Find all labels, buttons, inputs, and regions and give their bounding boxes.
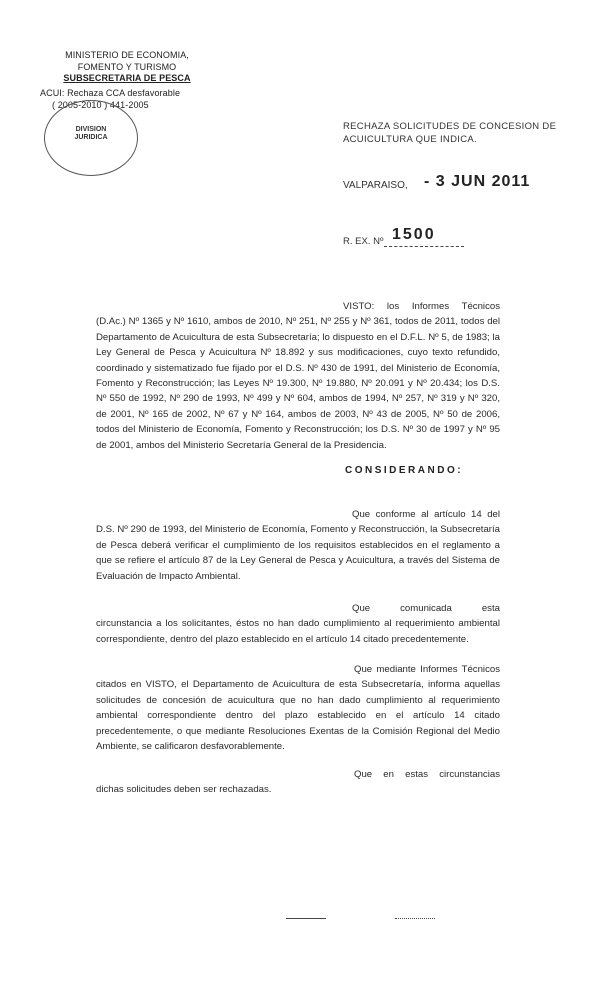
ministry-name: MINISTERIO DE ECONOMIA,	[65, 50, 189, 60]
stamp-line-1: DIVISION	[75, 126, 107, 133]
stamp-text	[70, 126, 112, 142]
resolution-label: R. EX. Nº	[343, 236, 384, 247]
considerando-2: Que comunicada esta circunstancia a los solicitantes, éstos no han dado cumplimiento al requerimiento ambiental correspondiente, dentro del plazo establecido en el artículo 14 citado precedentemente.	[96, 603, 500, 645]
stamp-line-2: JURIDICA	[74, 134, 108, 141]
reference-line-2: ( 2005-2010 ) 441-2005	[52, 99, 149, 110]
reference-line-1: ACUI: Rechaza CCA desfavorable	[40, 88, 181, 98]
considerando-1: Que conforme al artículo 14 del D.S. Nº 290 de 1993, del Ministerio de Economía, Fomento y Reconstrucción, la Subsecretaría de Pesca deberá verificar el cumplimiento de los requisitos establecidos en el reglamento a que se refiere el artículo 87 de la Ley General de Pesca y Acuicultura, a través del Sistema de Evaluación de Impacto Ambiental.	[96, 509, 500, 582]
considerando-3: Que mediante Informes Técnicos citados en VISTO, el Departamento de Acuicultura de esta Subsecretaría, informa aquellas solicitudes de concesión de acuicultura que no han dado cumplimiento al requerimiento ambiental correspondiente dentro del plazo establecido en el artículo 14 citado precedentemente, o que mediante Resoluciones Exentas de la Comisión Regional del Medio Ambiente, se calificaron desfavorablemente.	[96, 664, 500, 753]
resolution-underline	[384, 246, 464, 247]
visto-paragraph: VISTO: los Informes Técnicos (D.Ac.) Nº 1365 y Nº 1610, ambos de 2010, Nº 251, Nº 255 y Nº 361, todos de 2011, todos del Departamento de Acuicultura de esta Subsecretaría; lo dispuesto en el D.F.L. Nº 5, de 1983; la Ley General de Pesca y Acuicultura Nº 18.892 y sus modificaciones, cuyo texto refundido, coordinado y sistematizado fue fijado por el D.S. Nº 430 de 1991, del Ministerio de Economía, Fomento y Reconstrucción; las Leyes Nº 19.300, Nº 19.880, Nº 20.091 y Nº 20.434; los D.S. Nº 550 de 1992, Nº 290 de 1993, Nº 499 y Nº 604, ambos de 1994, Nº 257, Nº 319 y Nº 320, de 2001, Nº 165 de 2002, Nº 67 y Nº 164, ambos de 2003, Nº 43 de 2005, Nº 50 de 2006, todos del Ministerio de Economía, Fomento y Reconstrucción; los D.S. Nº 30 de 1997 y Nº 95 de 2001, ambos del Ministerio Secretaría General de la Presidencia.	[96, 301, 500, 451]
ministry-name-2: FOMENTO Y TURISMO	[77, 61, 177, 72]
signature-mark-right	[395, 918, 435, 919]
signature-mark-left	[286, 918, 326, 919]
subject-block	[343, 120, 583, 146]
ministry-header	[52, 50, 202, 85]
subsecretaria-name: SUBSECRETARIA DE PESCA	[63, 73, 191, 83]
dateline-city: VALPARAISO,	[343, 180, 408, 191]
date-stamp: - 3 JUN 2011	[424, 173, 531, 190]
subject-line-2: ACUICULTURA QUE INDICA.	[343, 134, 477, 145]
considerando-4: Que en estas circunstancias dichas solicitudes deben ser rechazadas.	[96, 769, 500, 796]
considerando-heading: CONSIDERANDO:	[345, 465, 464, 476]
resolution-number: 1500	[392, 226, 436, 243]
subject-line-1: RECHAZA SOLICITUDES DE CONCESION DE	[343, 121, 557, 132]
